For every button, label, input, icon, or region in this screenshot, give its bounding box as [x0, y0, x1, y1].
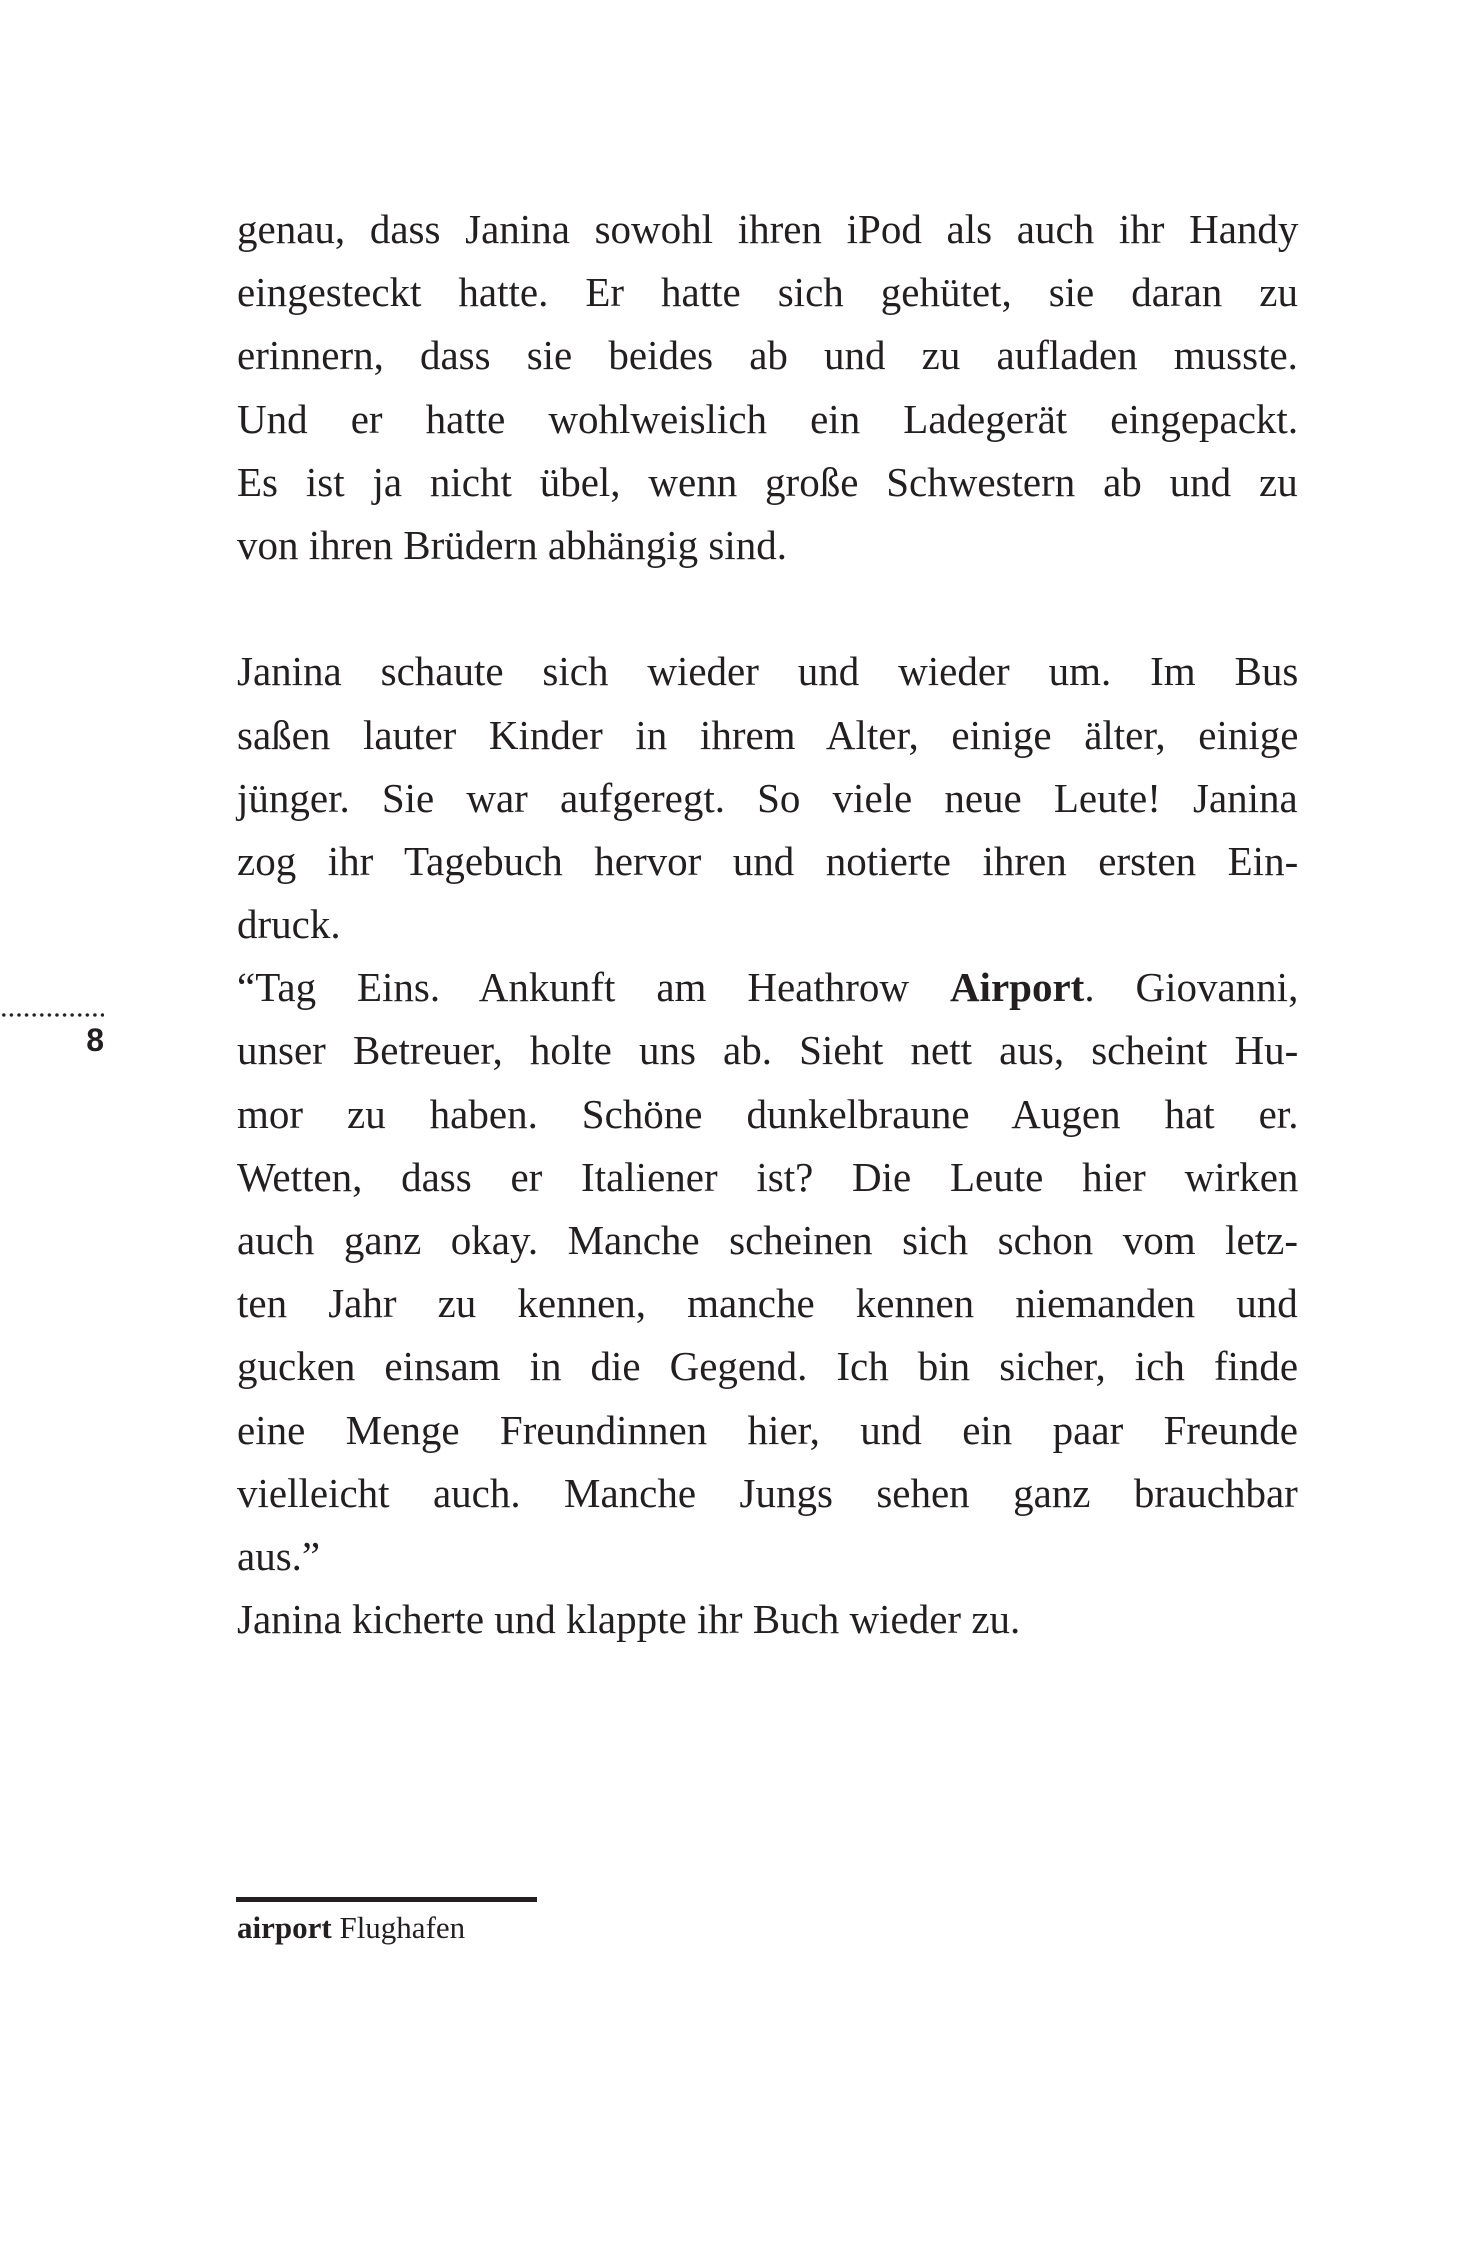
- text-line: druck.: [237, 901, 341, 948]
- text-line: aus.”: [237, 1532, 321, 1579]
- body-text: [237, 198, 1298, 1651]
- text-line: Es ist ja nicht übel, wenn große Schwestern ab und zu: [237, 458, 1298, 505]
- page-number: 8: [86, 1022, 104, 1058]
- text-run: “Tag Eins. Ankunft am Heathrow: [237, 964, 950, 1011]
- text-line: Wetten, dass er Italiener ist? Die Leute hier wirken: [237, 1153, 1299, 1200]
- footnote-glossary: [237, 1908, 465, 1948]
- footnote-term: airport: [237, 1910, 332, 1945]
- text-line: auch ganz okay. Manche scheinen sich schon vom letz-: [237, 1217, 1298, 1263]
- text-line: [237, 956, 1298, 1019]
- paragraph-1: [237, 198, 1298, 577]
- glossary-term-airport: Airport: [949, 964, 1085, 1011]
- text-run: . Giovanni,: [1084, 964, 1299, 1011]
- text-line: saßen lauter Kinder in ihrem Alter, einige älter, einige: [237, 711, 1299, 758]
- text-line: zog ihr Tagebuch hervor und notierte ihren ersten Ein-: [237, 837, 1299, 884]
- footnote-divider: [236, 1897, 537, 1902]
- text-line: von ihren Brüdern abhängig sind.: [237, 521, 787, 568]
- text-line: erinnern, dass sie beides ab und zu aufladen musste.: [237, 332, 1298, 379]
- text-line: ten Jahr zu kennen, manche kennen niemanden und: [237, 1280, 1298, 1327]
- paragraph-spacer: [237, 577, 1298, 640]
- text-line: jünger. Sie war aufgeregt. So viele neue Leute! Janina: [237, 774, 1298, 821]
- text-line: gucken einsam in die Gegend. Ich bin sicher, ich finde: [237, 1343, 1299, 1390]
- paragraph-3-diary-entry: [237, 956, 1298, 1651]
- margin-dotted-marker: [0, 1012, 104, 1018]
- text-line: Und er hatte wohlweislich ein Ladegerät eingepackt.: [237, 395, 1299, 442]
- text-line: vielleicht auch. Manche Jungs sehen ganz brauchbar: [237, 1469, 1298, 1516]
- footnote-translation: Flughafen: [339, 1910, 466, 1945]
- text-line: Janina kicherte und klappte ihr Buch wieder zu.: [237, 1596, 1021, 1643]
- text-line: eine Menge Freundinnen hier, und ein paar Freunde: [237, 1406, 1298, 1453]
- text-line: Janina schaute sich wieder und wieder um. Im Bus: [237, 648, 1299, 695]
- paragraph-2: [237, 640, 1298, 956]
- text-line: unser Betreuer, holte uns ab. Sieht nett aus, scheint Hu-: [237, 1027, 1299, 1074]
- text-line: eingesteckt hatte. Er hatte sich gehütet, sie daran zu: [237, 269, 1298, 316]
- text-line: mor zu haben. Schöne dunkelbraune Augen hat er.: [237, 1090, 1299, 1137]
- text-line: genau, dass Janina sowohl ihren iPod als auch ihr Handy: [237, 206, 1299, 252]
